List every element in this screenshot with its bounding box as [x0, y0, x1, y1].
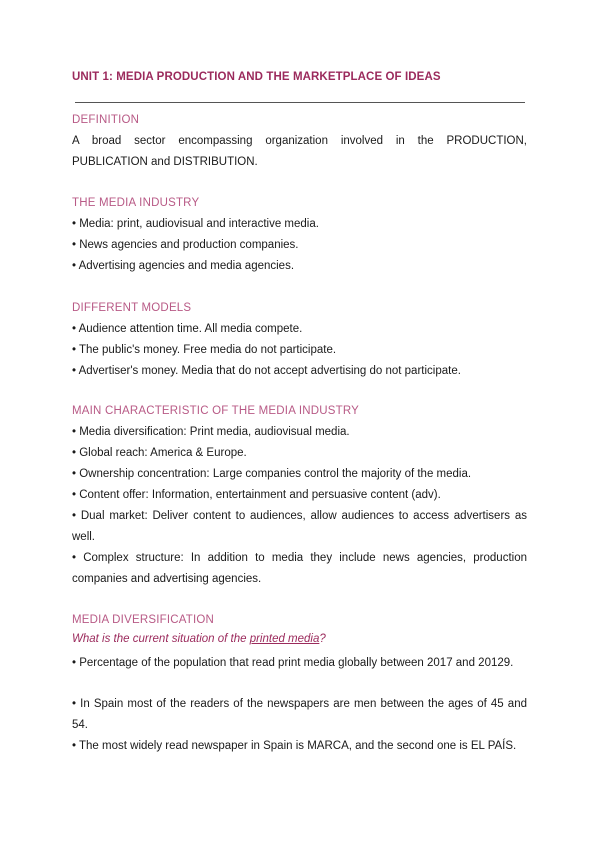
- main-characteristic-heading: MAIN CHARACTERISTIC OF THE MEDIA INDUSTRY: [72, 405, 359, 417]
- main-characteristic-item: • Complex structure: In addition to media they include news agencies, production companies and advertising agencies.: [72, 552, 527, 585]
- definition-heading: DEFINITION: [72, 114, 140, 126]
- different-models-item: • The public's money. Free media do not participate.: [72, 344, 337, 356]
- question-prefix: What is the current situation of the: [72, 633, 250, 645]
- media-diversification-item: • Percentage of the population that read print media globally between 2017 and 20129.: [72, 657, 514, 669]
- media-industry-item: • Media: print, audiovisual and interactive media.: [72, 218, 319, 230]
- different-models-item: • Audience attention time. All media compete.: [72, 323, 303, 335]
- media-diversification-heading: MEDIA DIVERSIFICATION: [72, 614, 215, 626]
- main-characteristic-item: • Global reach: America & Europe.: [72, 447, 247, 459]
- media-industry-item: • News agencies and production companies.: [72, 239, 299, 251]
- main-characteristic-item: • Content offer: Information, entertainment and persuasive content (adv).: [72, 489, 441, 501]
- media-diversification-item: • In Spain most of the readers of the newspapers are men between the ages of 45 and 54.: [72, 698, 527, 731]
- printed-media-link[interactable]: printed media: [249, 633, 320, 645]
- question-suffix: ?: [319, 633, 326, 645]
- different-models-item: • Advertiser's money. Media that do not accept advertising do not participate.: [72, 365, 461, 377]
- title-divider: [75, 102, 525, 103]
- main-characteristic-item: • Dual market: Deliver content to audiences, allow audiences to access advertisers as well.: [72, 510, 527, 543]
- definition-text: A broad sector encompassing organization involved in the PRODUCTION, PUBLICATION and DISTRIBUTION.: [72, 135, 527, 168]
- printed-media-question: [72, 633, 326, 645]
- media-diversification-item: • The most widely read newspaper in Spain is MARCA, and the second one is EL PAÍS.: [72, 740, 517, 752]
- main-characteristic-item: • Media diversification: Print media, audiovisual media.: [72, 426, 350, 438]
- main-characteristic-item: • Ownership concentration: Large companies control the majority of the media.: [72, 468, 472, 480]
- page-title: UNIT 1: MEDIA PRODUCTION AND THE MARKETPLACE OF IDEAS: [72, 71, 441, 83]
- media-industry-item: • Advertising agencies and media agencies.: [72, 260, 295, 272]
- different-models-heading: DIFFERENT MODELS: [72, 302, 192, 314]
- media-industry-heading: THE MEDIA INDUSTRY: [72, 197, 200, 209]
